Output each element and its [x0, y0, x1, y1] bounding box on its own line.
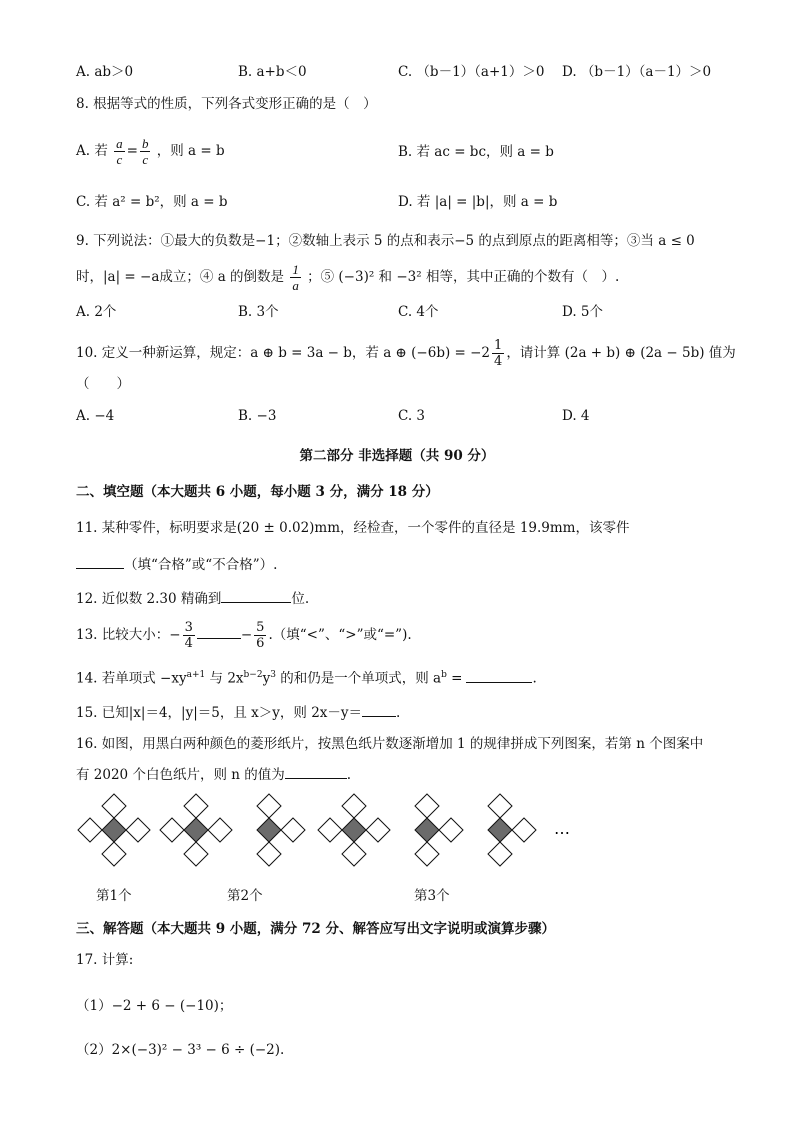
- q10-mixed-frac: [492, 338, 504, 369]
- q13-frac2: [254, 620, 266, 651]
- q10-option-a: A. −4: [76, 408, 115, 424]
- pattern-2-black-tile: [257, 818, 281, 842]
- q13-text-b: .（填“<”、“>”或“=”).: [268, 627, 412, 643]
- q14-sup4: b: [441, 670, 447, 680]
- q12: [76, 588, 309, 609]
- pattern-3-white-tile: [415, 842, 439, 866]
- q10-line2: （ ）: [76, 376, 130, 392]
- pattern-2-white-tile: [257, 842, 281, 866]
- q14-sup3: 3: [270, 670, 276, 680]
- pattern-2-white-tile: [257, 794, 281, 818]
- pattern-1-white-tile: [126, 818, 150, 842]
- q14-text-f: .: [532, 670, 537, 687]
- q10-option-d: D. 4: [562, 408, 590, 424]
- q16-text-b: .: [346, 767, 352, 783]
- pattern-1-white-tile: [102, 842, 126, 866]
- q8-option-c: C. 若 a² = b²，则 a = b: [76, 194, 228, 210]
- q12-text-b: 位.: [291, 591, 310, 607]
- q13-frac2-den: 6: [256, 636, 265, 651]
- q8-a-frac2-den: c: [142, 152, 149, 167]
- q13-frac1-den: 4: [184, 636, 193, 651]
- pattern-3-white-tile: [366, 818, 390, 842]
- q9-frac-num: 1: [292, 262, 299, 277]
- q9-line2-b: ；⑤ (−3)² 和 −3² 相等，其中正确的个数有（ ）.: [307, 269, 620, 285]
- pattern-3-black-tile: [342, 818, 366, 842]
- q12-answer-blank[interactable]: [221, 588, 291, 603]
- q14-text-b: 与 2x: [205, 670, 244, 687]
- q14-text-a: 14. 若单项式 −xy: [76, 670, 187, 687]
- q13-answer-blank[interactable]: [197, 624, 241, 639]
- pattern-3-white-tile: [318, 818, 342, 842]
- q14-text-c: y: [262, 670, 271, 687]
- pattern-3-black-tile: [415, 818, 439, 842]
- q10-line1-b: ，请计算 (2a + b) ⊕ (2a − 5b) 值为: [506, 345, 736, 361]
- q14: [76, 665, 537, 689]
- pattern-label-3: 第3个: [414, 888, 450, 904]
- q13-text-a: 13. 比较大小：−: [76, 627, 181, 643]
- q7-option-d: D. （b－1）（a－1）＞0: [562, 64, 712, 80]
- q8-a-prefix: A. 若: [76, 143, 108, 159]
- q10-mixed-num: 1: [494, 338, 503, 353]
- q12-text-a: 12. 近似数 2.30 精确到: [76, 591, 222, 607]
- pattern-3-white-tile: [512, 818, 536, 842]
- q13-frac1-num: 3: [184, 620, 193, 635]
- q9-line2-a: 时，|a| = −a成立；④ a 的倒数是: [76, 269, 285, 285]
- pattern-label-1: 第1个: [96, 888, 132, 904]
- q11-line2-text: （填“合格”或“不合格”）.: [124, 557, 278, 573]
- q17-stem: 17. 计算:: [76, 952, 134, 968]
- pattern-3-white-tile: [439, 818, 463, 842]
- pattern-3-black-tile: [488, 818, 512, 842]
- q14-text-e: =: [446, 670, 463, 687]
- q14-sup1: a+1: [186, 670, 206, 680]
- q8-option-d: D. 若 |a| = |b|，则 a = b: [398, 194, 558, 210]
- pattern-2-white-tile: [160, 818, 184, 842]
- q16-line2: [76, 764, 351, 785]
- pattern-label-2: 第2个: [227, 888, 263, 904]
- q14-sup2: b−2: [243, 670, 263, 680]
- q11-line1: 11. 某种零件，标明要求是(20 ± 0.02)mm，经检查，一个零件的直径是 19.9mm，该零件: [76, 520, 630, 536]
- q14-text-d: 的和仍是一个单项式，则 a: [275, 670, 442, 687]
- pattern-2-white-tile: [208, 818, 232, 842]
- q9-frac: [290, 262, 301, 293]
- q9-frac-den: a: [292, 278, 299, 293]
- section2-title: 二、填空题（本大题共 6 小题，每小题 3 分，满分 18 分）: [76, 484, 439, 500]
- q16-answer-blank[interactable]: [285, 764, 347, 779]
- pattern-3-white-tile: [488, 794, 512, 818]
- q9-line2: [76, 262, 619, 293]
- q17-part2: （2）2×(−3)² − 3³ − 6 ÷ (−2).: [76, 1042, 285, 1058]
- q13-mid: −: [240, 627, 253, 643]
- pattern-3-white-tile: [488, 842, 512, 866]
- rhombus-pattern-figure: [70, 788, 580, 870]
- q11-answer-blank[interactable]: [76, 554, 124, 569]
- q15-answer-blank[interactable]: [362, 702, 396, 717]
- q10-line1-a: 10. 定义一种新运算，规定：a ⊕ b = 3a − b，若 a ⊕ (−6b) = −2: [76, 345, 491, 361]
- q8-a-frac1: [114, 136, 125, 167]
- pattern-1-white-tile: [102, 794, 126, 818]
- q13: [76, 620, 412, 651]
- q8-stem: 8. 根据等式的性质，下列各式变形正确的是（ ）: [76, 96, 377, 112]
- pattern-2-black-tile: [184, 818, 208, 842]
- q16-line1: 16. 如图，用黑白两种颜色的菱形纸片，按黑色纸片数逐渐增加 1 的规律拼成下列图案，若第 n 个图案中: [76, 736, 704, 752]
- q10-mixed-den: 4: [494, 354, 503, 369]
- q8-option-b: B. 若 ac = bc，则 a = b: [398, 144, 554, 160]
- q13-frac1: [183, 620, 195, 651]
- pattern-2-white-tile: [184, 794, 208, 818]
- q13-frac2-num: 5: [256, 620, 265, 635]
- q10-option-b: B. −3: [238, 408, 277, 424]
- pattern-2-white-tile: [281, 818, 305, 842]
- pattern-2-white-tile: [184, 842, 208, 866]
- q15-text-b: .: [396, 705, 401, 721]
- q14-answer-blank[interactable]: [466, 668, 532, 683]
- part2-title: 第二部分 非选择题（共 90 分）: [299, 448, 495, 464]
- q9-option-c: C. 4个: [398, 304, 439, 320]
- q9-line1: 9. 下列说法：①最大的负数是−1；②数轴上表示 5 的点和表示−5 的点到原点的距离相等；③当 a ≤ 0: [76, 233, 695, 249]
- q8-a-frac1-num: a: [116, 136, 123, 151]
- q17-part1: （1）−2 + 6 − (−10)；: [76, 998, 233, 1014]
- section3-title: 三、解答题（本大题共 9 小题，满分 72 分、解答应写出文字说明或演算步骤）: [76, 921, 555, 937]
- pattern-1-black-tile: [102, 818, 126, 842]
- q7-option-b: B. a+b＜0: [238, 64, 307, 80]
- q9-option-d: D. 5个: [562, 304, 604, 320]
- q15-text-a: 15. 已知|x|＝4，|y|＝5，且 x＞y，则 2x－y＝: [76, 705, 363, 721]
- pattern-3-white-tile: [415, 794, 439, 818]
- pattern-3-white-tile: [342, 794, 366, 818]
- q8-a-frac2-num: b: [141, 136, 149, 151]
- q16-text-a: 有 2020 个白色纸片，则 n 的值为: [76, 767, 285, 783]
- q7-option-a: A. ab＞0: [76, 64, 134, 80]
- pattern-1-white-tile: [78, 818, 102, 842]
- q9-option-b: B. 3个: [238, 304, 279, 320]
- q8-a-suffix: ，则 a = b: [156, 143, 225, 159]
- q8-option-a: A. 若 $\frac{a}{c}$ = $\frac{b}{c}$ ，则 a = b: [76, 136, 225, 167]
- q10-line1: [76, 338, 736, 369]
- q8-a-frac2: [140, 136, 151, 167]
- q7-option-c: C. （b－1）（a+1）＞0: [398, 64, 545, 80]
- q11-line2: [76, 554, 277, 575]
- q15: [76, 702, 400, 723]
- pattern-ellipsis: …: [554, 819, 570, 838]
- q9-option-a: A. 2个: [76, 304, 117, 320]
- q10-option-c: C. 3: [398, 408, 426, 424]
- pattern-3-white-tile: [342, 842, 366, 866]
- q8-a-frac1-den: c: [116, 152, 123, 167]
